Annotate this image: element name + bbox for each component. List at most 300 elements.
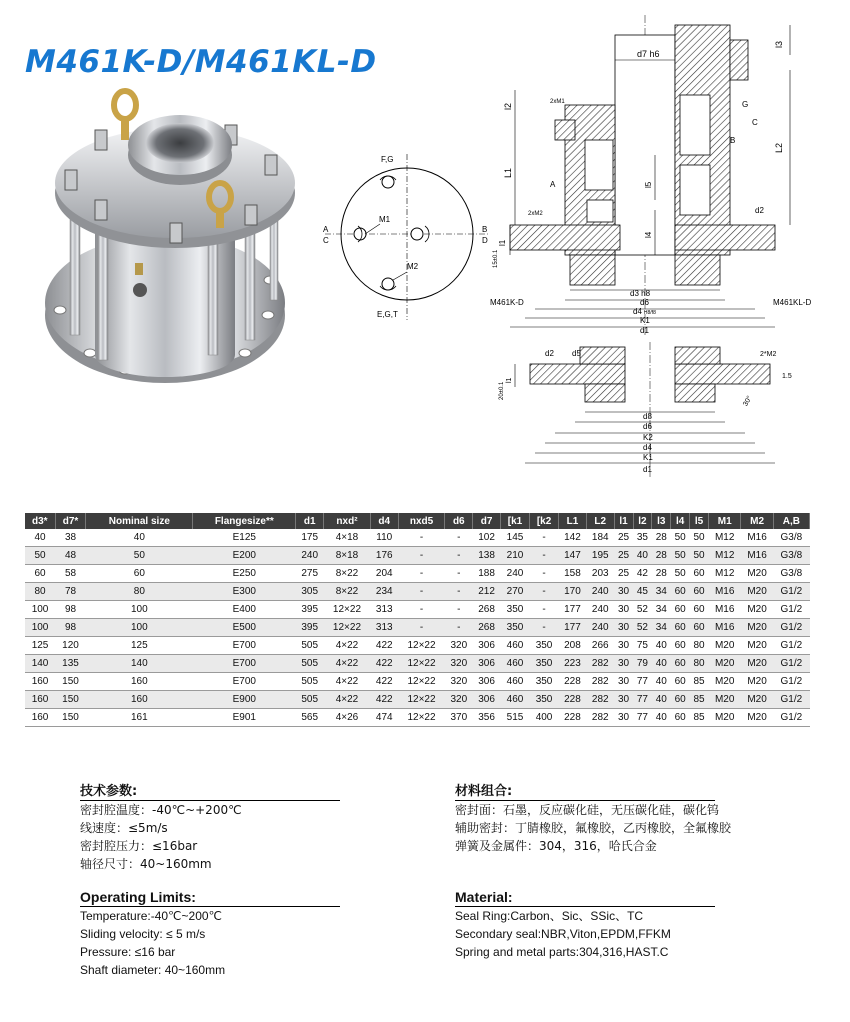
table-cell: 268 — [473, 619, 501, 637]
table-cell: E900 — [193, 691, 296, 709]
table-row — [25, 565, 810, 583]
column-header: d7* — [55, 513, 86, 529]
dim-d4: d4 — [643, 443, 652, 452]
dim-2xm1: 2xM1 — [550, 99, 565, 105]
product-photo — [40, 85, 310, 415]
table-cell: 320 — [445, 691, 473, 709]
column-header: [k2 — [530, 513, 559, 529]
table-cell: - — [530, 583, 559, 601]
table-cell: E400 — [193, 601, 296, 619]
table-cell: 282 — [586, 691, 614, 709]
column-header: L1 — [559, 513, 587, 529]
table-cell: 210 — [500, 547, 529, 565]
table-cell: G1/2 — [773, 691, 809, 709]
table-cell: 30 — [614, 601, 633, 619]
port-b: B — [730, 136, 736, 145]
port-a: A — [550, 180, 556, 189]
materials-zh — [455, 780, 731, 855]
table-cell: G1/2 — [773, 583, 809, 601]
table-cell: G1/2 — [773, 673, 809, 691]
table-cell: 140 — [25, 655, 55, 673]
table-cell: 4×22 — [324, 691, 371, 709]
table-cell: 240 — [500, 565, 529, 583]
tech-param-line: 密封腔温度：-40℃~+200℃ — [80, 803, 242, 817]
table-cell: 240 — [586, 583, 614, 601]
table-cell: 60 — [690, 601, 709, 619]
table-cell: M16 — [709, 619, 741, 637]
table-cell: 60 — [671, 601, 690, 619]
dim-2xm2: 2xM2 — [528, 211, 543, 217]
column-header: d1 — [296, 513, 324, 529]
table-cell: 223 — [559, 655, 587, 673]
label-m461kl-d: M461KL-D — [773, 298, 812, 307]
operating-limits-heading: Operating Limits: — [80, 889, 340, 907]
table-cell: M20 — [709, 637, 741, 655]
column-header: nxd² — [324, 513, 371, 529]
table-cell: 30 — [614, 673, 633, 691]
table-cell: 395 — [296, 601, 324, 619]
label-b: B — [482, 225, 488, 234]
table-cell: 4×18 — [324, 529, 371, 547]
table-cell: 350 — [500, 619, 529, 637]
column-header: M1 — [709, 513, 741, 529]
table-cell: 422 — [370, 673, 398, 691]
table-cell: 40 — [633, 547, 652, 565]
table-cell: 306 — [473, 691, 501, 709]
table-cell: 400 — [530, 709, 559, 727]
table-cell: - — [398, 601, 445, 619]
table-cell: 80 — [25, 583, 55, 601]
table-cell: 282 — [586, 655, 614, 673]
table-cell: E901 — [193, 709, 296, 727]
material-line: 辅助密封：丁腈橡胶，氟橡胶，乙丙橡胶，全氟橡胶 — [455, 821, 732, 835]
table-cell: 100 — [25, 619, 55, 637]
table-cell: 460 — [500, 637, 529, 655]
table-cell: G1/2 — [773, 601, 809, 619]
table-cell: 4×26 — [324, 709, 371, 727]
operating-limits — [80, 889, 340, 979]
table-cell: 100 — [86, 601, 193, 619]
table-cell: 12×22 — [398, 673, 445, 691]
dim-l5: l5 — [644, 181, 653, 188]
table-cell: 52 — [633, 619, 652, 637]
table-cell: E200 — [193, 547, 296, 565]
column-header: l5 — [690, 513, 709, 529]
table-cell: 45 — [633, 583, 652, 601]
table-cell: 140 — [86, 655, 193, 673]
table-cell: 240 — [586, 601, 614, 619]
table-cell: 80 — [86, 583, 193, 601]
table-cell: 35 — [633, 529, 652, 547]
table-cell: G1/2 — [773, 655, 809, 673]
table-cell: M20 — [741, 637, 773, 655]
label-m2: M2 — [407, 262, 419, 271]
table-cell: G1/2 — [773, 637, 809, 655]
table-cell: 240 — [296, 547, 324, 565]
table-cell: 160 — [25, 691, 55, 709]
dim-2m2: 2*M2 — [760, 351, 777, 358]
table-cell: M20 — [741, 619, 773, 637]
table-cell: 160 — [25, 709, 55, 727]
table-cell: 102 — [473, 529, 501, 547]
flange-end-view — [325, 152, 490, 322]
column-header: Flangesize** — [193, 513, 296, 529]
table-cell: G1/2 — [773, 709, 809, 727]
table-cell: 40 — [652, 691, 671, 709]
table-cell: M12 — [709, 565, 741, 583]
table-cell: G3/8 — [773, 565, 809, 583]
table-cell: 120 — [55, 637, 86, 655]
label-m1: M1 — [379, 215, 391, 224]
dim-L2: L2 — [774, 142, 784, 153]
table-cell: 12×22 — [324, 601, 371, 619]
table-cell: 25 — [614, 529, 633, 547]
table-cell: - — [445, 583, 473, 601]
table-cell: 228 — [559, 673, 587, 691]
table-cell: 60 — [690, 583, 709, 601]
table-cell: M16 — [709, 583, 741, 601]
column-header: l3 — [652, 513, 671, 529]
table-cell: - — [398, 565, 445, 583]
table-cell: 40 — [652, 709, 671, 727]
table-cell: 34 — [652, 619, 671, 637]
dim-d1: d1 — [643, 465, 652, 474]
table-cell: E300 — [193, 583, 296, 601]
table-cell: M20 — [709, 655, 741, 673]
table-cell: - — [530, 547, 559, 565]
table-cell: 28 — [652, 547, 671, 565]
table-cell: 320 — [445, 655, 473, 673]
table-cell: 30 — [614, 655, 633, 673]
column-header: d4 — [370, 513, 398, 529]
table-cell: 30 — [614, 709, 633, 727]
table-cell: 350 — [530, 691, 559, 709]
table-cell: 4×22 — [324, 655, 371, 673]
table-cell: 150 — [55, 673, 86, 691]
operating-limit-line: Shaft diameter: 40~160mm — [80, 963, 226, 977]
column-header: M2 — [741, 513, 773, 529]
table-cell: 138 — [473, 547, 501, 565]
table-cell: 78 — [55, 583, 86, 601]
table-cell: 85 — [690, 673, 709, 691]
material-en-line: Seal Ring:Carbon、Sic、SSic、TC — [455, 909, 644, 923]
table-cell: M20 — [709, 673, 741, 691]
table-row — [25, 529, 810, 547]
tech-param-line: 轴径尺寸：40~160mm — [80, 857, 212, 871]
table-cell: 161 — [86, 709, 193, 727]
table-cell: 422 — [370, 637, 398, 655]
table-cell: 350 — [500, 601, 529, 619]
table-row — [25, 655, 810, 673]
table-cell: 77 — [633, 673, 652, 691]
table-cell: 228 — [559, 691, 587, 709]
table-cell: 38 — [55, 529, 86, 547]
table-cell: G3/8 — [773, 529, 809, 547]
table-cell: 125 — [86, 637, 193, 655]
table-cell: 266 — [586, 637, 614, 655]
table-cell: 77 — [633, 709, 652, 727]
table-cell: G3/8 — [773, 547, 809, 565]
table-cell: 356 — [473, 709, 501, 727]
label-d: D — [482, 236, 488, 245]
spec-table — [25, 513, 810, 727]
table-cell: 4×22 — [324, 673, 371, 691]
table-cell: M20 — [741, 565, 773, 583]
table-cell: 25 — [614, 547, 633, 565]
table-cell: 4×22 — [324, 637, 371, 655]
table-cell: 12×22 — [398, 655, 445, 673]
table-cell: 313 — [370, 619, 398, 637]
port-g: G — [742, 100, 749, 109]
table-cell: 100 — [86, 619, 193, 637]
table-cell: 34 — [652, 583, 671, 601]
table-cell: 50 — [690, 529, 709, 547]
flange-variant-drawing — [490, 342, 835, 477]
table-cell: 282 — [586, 709, 614, 727]
table-row — [25, 673, 810, 691]
table-cell: M20 — [709, 691, 741, 709]
table-cell: 234 — [370, 583, 398, 601]
table-cell: 460 — [500, 691, 529, 709]
table-cell: - — [398, 619, 445, 637]
materials-heading: 材料组合: — [455, 780, 715, 801]
table-cell: M20 — [741, 709, 773, 727]
dim-d3h8: d3 h8 — [630, 289, 651, 298]
table-cell: 80 — [690, 637, 709, 655]
dim-d2: d2 — [755, 206, 764, 215]
material-en-line: Secondary seal:NBR,Viton,EPDM,FFKM — [455, 927, 671, 941]
dim-k1: K1 — [643, 453, 653, 462]
table-cell: 282 — [586, 673, 614, 691]
table-row — [25, 547, 810, 565]
table-cell: 158 — [559, 565, 587, 583]
table-cell: 8×22 — [324, 583, 371, 601]
table-cell: 565 — [296, 709, 324, 727]
table-cell: 50 — [690, 547, 709, 565]
column-header: L2 — [586, 513, 614, 529]
operating-limit-line: Temperature:-40℃~200℃ — [80, 909, 223, 923]
dim-d4: d4 H8/f8 — [633, 307, 656, 316]
table-cell: 160 — [86, 691, 193, 709]
table-cell: 34 — [652, 601, 671, 619]
material-line: 弹簧及金属件：304，316，哈氏合金 — [455, 839, 657, 853]
table-cell: 195 — [586, 547, 614, 565]
table-cell: 79 — [633, 655, 652, 673]
table-cell: 184 — [586, 529, 614, 547]
table-cell: E700 — [193, 637, 296, 655]
tech-param-line: 线速度：≤5m/s — [80, 821, 168, 835]
dim-d8: d8 — [643, 412, 652, 421]
dim-l4: l4 — [644, 231, 653, 238]
table-cell: 85 — [690, 709, 709, 727]
table-cell: 306 — [473, 637, 501, 655]
table-cell: - — [445, 547, 473, 565]
table-cell: 12×22 — [398, 637, 445, 655]
table-cell: M20 — [709, 709, 741, 727]
table-cell: 240 — [586, 619, 614, 637]
table-cell: M20 — [741, 583, 773, 601]
table-cell: - — [445, 529, 473, 547]
table-cell: 422 — [370, 655, 398, 673]
table-cell: M20 — [741, 601, 773, 619]
table-cell: E700 — [193, 655, 296, 673]
table-cell: 160 — [86, 673, 193, 691]
table-cell: - — [398, 529, 445, 547]
table-cell: 58 — [55, 565, 86, 583]
table-cell: 150 — [55, 709, 86, 727]
dim-d1: d1 — [640, 326, 649, 335]
table-row — [25, 619, 810, 637]
table-row — [25, 583, 810, 601]
table-cell: - — [445, 619, 473, 637]
table-header-row — [25, 513, 810, 529]
dim-l1: l1 — [506, 377, 513, 383]
table-cell: 8×18 — [324, 547, 371, 565]
table-cell: 30 — [614, 583, 633, 601]
table-cell: 12×22 — [324, 619, 371, 637]
table-cell: 505 — [296, 655, 324, 673]
operating-limit-line: Pressure: ≤16 bar — [80, 945, 176, 959]
table-cell: 460 — [500, 673, 529, 691]
dim-d7h6: d7 h6 — [637, 49, 660, 59]
dim-tol: 20±0.1 — [499, 381, 505, 400]
table-cell: 52 — [633, 601, 652, 619]
table-cell: 350 — [530, 673, 559, 691]
material-en — [455, 889, 715, 961]
table-cell: 85 — [690, 691, 709, 709]
table-cell: 28 — [652, 529, 671, 547]
table-cell: 77 — [633, 691, 652, 709]
table-cell: 80 — [690, 655, 709, 673]
table-cell: 98 — [55, 619, 86, 637]
table-cell: M16 — [741, 547, 773, 565]
table-cell: 50 — [86, 547, 193, 565]
table-cell: 313 — [370, 601, 398, 619]
label-c: C — [323, 236, 329, 245]
table-cell: 170 — [559, 583, 587, 601]
table-cell: 110 — [370, 529, 398, 547]
tech-params-heading: 技术参数: — [80, 780, 340, 801]
column-header: d7 — [473, 513, 501, 529]
table-cell: 60 — [671, 691, 690, 709]
table-cell: 474 — [370, 709, 398, 727]
dim-d5: d5 — [572, 349, 581, 358]
table-cell: 505 — [296, 637, 324, 655]
table-cell: 350 — [530, 637, 559, 655]
table-cell: 60 — [671, 637, 690, 655]
table-cell: - — [398, 583, 445, 601]
column-header: A,B — [773, 513, 809, 529]
table-cell: - — [445, 601, 473, 619]
dim-l3: l3 — [774, 40, 784, 48]
table-cell: 422 — [370, 691, 398, 709]
dim-k2: K2 — [643, 433, 653, 442]
table-cell: M16 — [741, 529, 773, 547]
table-cell: E250 — [193, 565, 296, 583]
table-cell: 60 — [690, 565, 709, 583]
table-cell: - — [398, 547, 445, 565]
table-row — [25, 691, 810, 709]
table-cell: 98 — [55, 601, 86, 619]
table-cell: 12×22 — [398, 709, 445, 727]
table-cell: - — [530, 565, 559, 583]
cross-section-drawing — [490, 15, 835, 335]
table-cell: G1/2 — [773, 619, 809, 637]
table-cell: 142 — [559, 529, 587, 547]
table-cell: 60 — [671, 655, 690, 673]
operating-limit-line: Sliding velocity: ≤ 5 m/s — [80, 927, 206, 941]
dim-k1: K1 — [640, 316, 650, 325]
table-cell: 40 — [86, 529, 193, 547]
table-cell: 306 — [473, 673, 501, 691]
column-header: l2 — [633, 513, 652, 529]
dim-l1: l1 — [498, 239, 507, 246]
table-cell: 160 — [25, 673, 55, 691]
table-cell: E125 — [193, 529, 296, 547]
table-cell: M20 — [741, 655, 773, 673]
table-row — [25, 601, 810, 619]
table-cell: 395 — [296, 619, 324, 637]
table-cell: 48 — [55, 547, 86, 565]
dim-l2: l2 — [503, 102, 513, 110]
table-cell: - — [530, 529, 559, 547]
table-cell: 275 — [296, 565, 324, 583]
table-cell: M12 — [709, 529, 741, 547]
table-cell: M20 — [741, 673, 773, 691]
column-header: d3* — [25, 513, 55, 529]
table-cell: 40 — [652, 637, 671, 655]
dim-L1: L1 — [503, 167, 513, 178]
table-cell: 188 — [473, 565, 501, 583]
table-cell: 177 — [559, 601, 587, 619]
column-header: l1 — [614, 513, 633, 529]
table-cell: 177 — [559, 619, 587, 637]
table-cell: - — [445, 565, 473, 583]
table-cell: 370 — [445, 709, 473, 727]
table-cell: 350 — [530, 655, 559, 673]
table-cell: 228 — [559, 709, 587, 727]
table-cell: 50 — [671, 529, 690, 547]
table-cell: - — [530, 619, 559, 637]
table-cell: 100 — [25, 601, 55, 619]
dim-d6: d6 — [640, 298, 649, 307]
table-cell: 175 — [296, 529, 324, 547]
table-cell: 460 — [500, 655, 529, 673]
table-cell: 320 — [445, 673, 473, 691]
port-c: C — [752, 118, 758, 127]
table-cell: 30 — [614, 691, 633, 709]
dim-15: 1.5 — [782, 373, 792, 380]
table-row — [25, 637, 810, 655]
page-title: M461K-D/M461KL-D — [25, 44, 377, 80]
table-cell: 8×22 — [324, 565, 371, 583]
table-cell: 145 — [500, 529, 529, 547]
table-row — [25, 709, 810, 727]
table-cell: 12×22 — [398, 691, 445, 709]
table-cell: 135 — [55, 655, 86, 673]
table-cell: 42 — [633, 565, 652, 583]
table-cell: 270 — [500, 583, 529, 601]
label-fg: F,G — [381, 155, 394, 164]
table-cell: 60 — [671, 583, 690, 601]
table-cell: M12 — [709, 547, 741, 565]
tech-params-zh — [80, 780, 340, 873]
table-cell: 75 — [633, 637, 652, 655]
label-a: A — [323, 225, 329, 234]
table-cell: 30 — [614, 619, 633, 637]
dim-d6: d6 — [643, 422, 652, 431]
table-cell: 203 — [586, 565, 614, 583]
